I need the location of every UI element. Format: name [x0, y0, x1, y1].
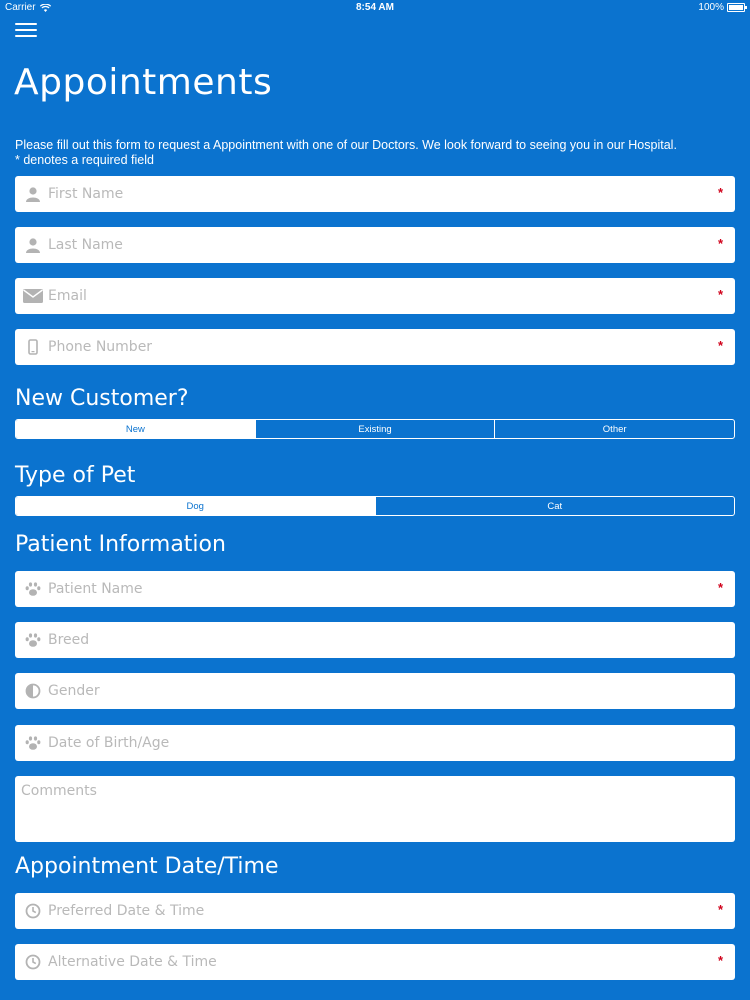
patient-name-input[interactable]	[48, 571, 705, 607]
phone-field[interactable]	[15, 329, 735, 365]
battery-icon	[727, 3, 745, 12]
alternative-date-input[interactable]	[48, 944, 705, 980]
alternative-date-field[interactable]	[15, 944, 735, 980]
menu-icon[interactable]	[15, 23, 37, 39]
intro-line: Please fill out this form to request a Appointment with one of our Doctors. We look forward to seeing you in our Hospital.	[15, 138, 677, 152]
user-icon	[25, 186, 41, 202]
segment-other[interactable]: Other	[494, 420, 734, 438]
segment-existing[interactable]: Existing	[255, 420, 495, 438]
preferred-date-field[interactable]	[15, 893, 735, 929]
battery-label: 100%	[698, 2, 724, 13]
paw-icon	[25, 735, 41, 751]
required-marker: *	[717, 953, 723, 968]
new-customer-heading: New Customer?	[15, 386, 189, 411]
patient-name-field[interactable]	[15, 571, 735, 607]
half-circle-icon	[25, 683, 41, 699]
dob-input[interactable]	[48, 725, 705, 761]
required-marker: *	[717, 185, 723, 200]
phone-icon	[25, 339, 41, 355]
gender-input[interactable]	[48, 673, 705, 709]
paw-icon	[25, 632, 41, 648]
last-name-input[interactable]	[48, 227, 705, 263]
segment-cat[interactable]: Cat	[375, 497, 735, 515]
email-field[interactable]	[15, 278, 735, 314]
segment-dog[interactable]: Dog	[16, 497, 375, 515]
gender-field[interactable]	[15, 673, 735, 709]
intro-text	[15, 138, 735, 168]
battery-info	[698, 2, 745, 13]
breed-field[interactable]	[15, 622, 735, 658]
pet-type-heading: Type of Pet	[15, 463, 136, 488]
required-marker: *	[717, 580, 723, 595]
phone-input[interactable]	[48, 329, 705, 365]
appointment-heading: Appointment Date/Time	[15, 854, 279, 879]
clock-icon	[25, 954, 41, 970]
pet-type-selector	[15, 496, 735, 516]
breed-input[interactable]	[48, 622, 705, 658]
required-marker: *	[717, 902, 723, 917]
patient-info-heading: Patient Information	[15, 532, 226, 557]
paw-icon	[25, 581, 41, 597]
email-input[interactable]	[48, 278, 705, 314]
new-customer-selector	[15, 419, 735, 439]
user-icon	[25, 237, 41, 253]
status-bar	[0, 0, 750, 14]
comments-input[interactable]	[15, 776, 735, 842]
first-name-input[interactable]	[48, 176, 705, 212]
envelope-icon	[23, 288, 43, 304]
required-marker: *	[717, 338, 723, 353]
carrier-label: Carrier	[5, 2, 36, 13]
required-note: * denotes a required field	[15, 153, 154, 167]
required-marker: *	[717, 287, 723, 302]
clock-icon	[25, 903, 41, 919]
first-name-field[interactable]	[15, 176, 735, 212]
last-name-field[interactable]	[15, 227, 735, 263]
status-time: 8:54 AM	[356, 2, 394, 13]
dob-field[interactable]	[15, 725, 735, 761]
segment-new[interactable]: New	[16, 420, 255, 438]
page-title: Appointments	[14, 62, 273, 103]
preferred-date-input[interactable]	[48, 893, 705, 929]
required-marker: *	[717, 236, 723, 251]
